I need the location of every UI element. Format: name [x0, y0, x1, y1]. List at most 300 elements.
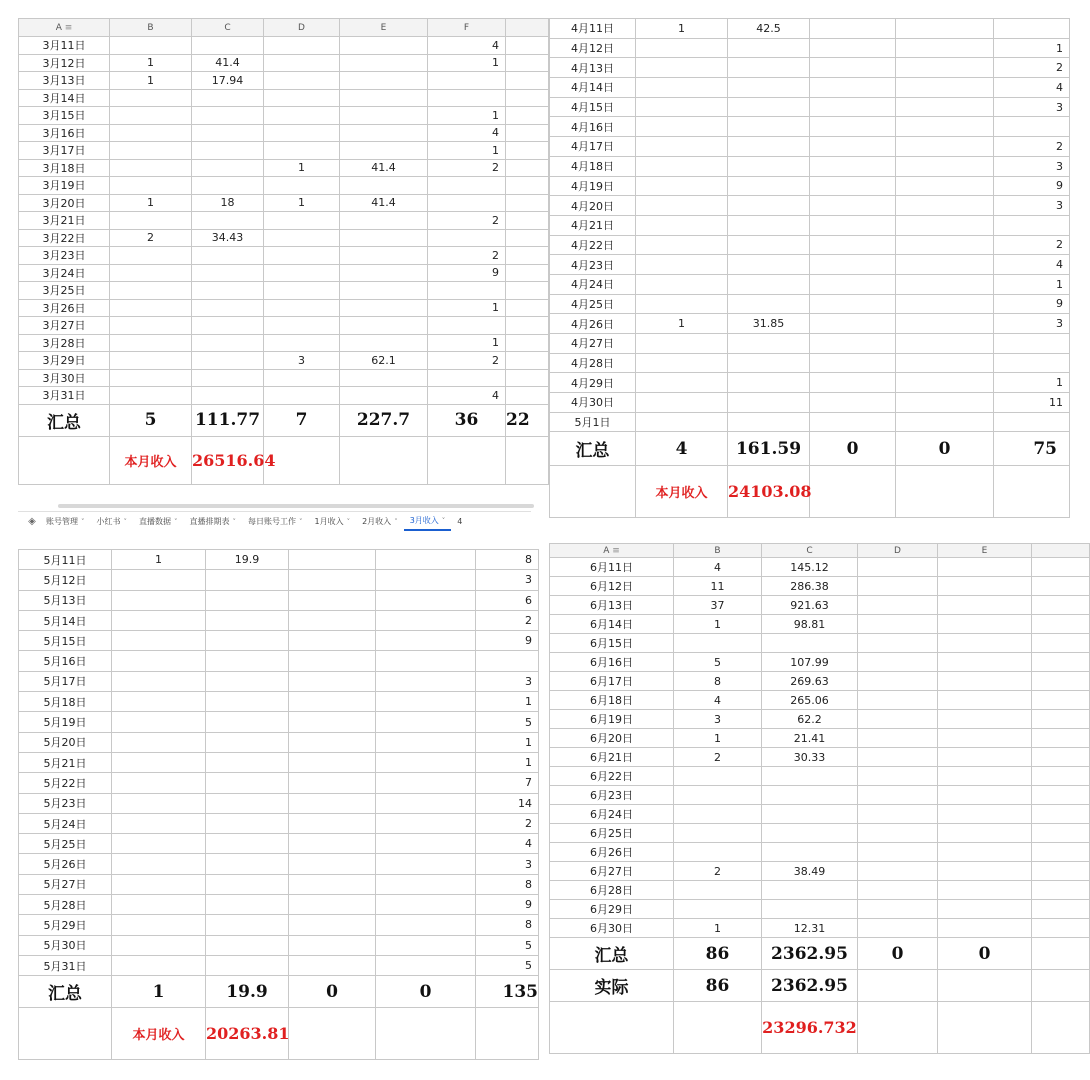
- total-cell[interactable]: 0: [896, 432, 994, 466]
- date-cell[interactable]: 3月21日: [19, 212, 110, 230]
- cell[interactable]: [858, 653, 938, 672]
- sheet-tab[interactable]: [356, 512, 404, 531]
- cell[interactable]: [112, 955, 206, 975]
- date-cell[interactable]: 5月31日: [19, 955, 112, 975]
- cell[interactable]: [112, 732, 206, 752]
- date-cell[interactable]: 6月18日: [550, 691, 674, 710]
- cell[interactable]: [206, 915, 289, 935]
- cell[interactable]: [1032, 900, 1090, 919]
- filter-icon[interactable]: ≡: [64, 22, 73, 33]
- cell[interactable]: 98.81: [762, 615, 858, 634]
- cell[interactable]: [206, 834, 289, 854]
- cell[interactable]: [206, 752, 289, 772]
- cell[interactable]: [858, 615, 938, 634]
- cell[interactable]: [110, 142, 192, 160]
- column-header-a[interactable]: A ≡: [550, 544, 674, 558]
- cell[interactable]: [1032, 767, 1090, 786]
- cell[interactable]: [289, 610, 376, 630]
- cell[interactable]: 9: [428, 264, 506, 282]
- cell[interactable]: [340, 212, 428, 230]
- cell[interactable]: [19, 1008, 112, 1060]
- cell[interactable]: [192, 334, 264, 352]
- cell[interactable]: [112, 895, 206, 915]
- monthly-income-value[interactable]: 26516.64: [192, 436, 264, 484]
- cell[interactable]: [340, 334, 428, 352]
- cell[interactable]: [506, 436, 549, 484]
- date-cell[interactable]: 3月30日: [19, 369, 110, 387]
- cell[interactable]: [289, 1008, 376, 1060]
- date-cell[interactable]: 6月29日: [550, 900, 674, 919]
- date-cell[interactable]: 3月20日: [19, 194, 110, 212]
- cell[interactable]: [636, 97, 728, 117]
- cell[interactable]: [506, 264, 549, 282]
- date-cell[interactable]: 6月17日: [550, 672, 674, 691]
- cell[interactable]: 1: [110, 194, 192, 212]
- cell[interactable]: [636, 58, 728, 78]
- cell[interactable]: 4: [428, 124, 506, 142]
- cell[interactable]: [506, 194, 549, 212]
- cell[interactable]: [896, 117, 994, 137]
- cell[interactable]: 269.63: [762, 672, 858, 691]
- cell[interactable]: [762, 824, 858, 843]
- cell[interactable]: [858, 691, 938, 710]
- cell[interactable]: [810, 353, 896, 373]
- cell[interactable]: [636, 78, 728, 98]
- cell[interactable]: [1032, 805, 1090, 824]
- cell[interactable]: [428, 177, 506, 195]
- cell[interactable]: [938, 615, 1032, 634]
- cell[interactable]: [636, 255, 728, 275]
- date-cell[interactable]: 3月18日: [19, 159, 110, 177]
- cell[interactable]: [289, 793, 376, 813]
- cell[interactable]: [340, 177, 428, 195]
- date-cell[interactable]: 5月25日: [19, 834, 112, 854]
- cell[interactable]: [896, 412, 994, 432]
- cell[interactable]: [112, 813, 206, 833]
- date-cell[interactable]: 6月21日: [550, 748, 674, 767]
- cell[interactable]: [506, 299, 549, 317]
- cell[interactable]: [264, 124, 340, 142]
- cell[interactable]: [896, 176, 994, 196]
- cell[interactable]: [858, 824, 938, 843]
- cell[interactable]: [506, 54, 549, 72]
- cell[interactable]: [728, 412, 810, 432]
- cell[interactable]: 1: [428, 299, 506, 317]
- cell[interactable]: [340, 37, 428, 55]
- cell[interactable]: 4: [674, 558, 762, 577]
- date-cell[interactable]: 5月20日: [19, 732, 112, 752]
- actual-label[interactable]: 实际: [550, 970, 674, 1002]
- total-cell[interactable]: 5: [110, 404, 192, 436]
- cell[interactable]: [192, 37, 264, 55]
- cell[interactable]: [896, 466, 994, 518]
- cell[interactable]: [858, 558, 938, 577]
- cell[interactable]: [858, 672, 938, 691]
- cell[interactable]: 2: [674, 862, 762, 881]
- cell[interactable]: [896, 255, 994, 275]
- cell[interactable]: [206, 692, 289, 712]
- cell[interactable]: [206, 712, 289, 732]
- cell[interactable]: [264, 229, 340, 247]
- cell[interactable]: [112, 773, 206, 793]
- cell[interactable]: [376, 732, 476, 752]
- cell[interactable]: [264, 334, 340, 352]
- cell[interactable]: [896, 215, 994, 235]
- cell[interactable]: [192, 142, 264, 160]
- cell[interactable]: 8: [476, 874, 539, 894]
- date-cell[interactable]: 5月22日: [19, 773, 112, 793]
- cell[interactable]: [810, 78, 896, 98]
- cell[interactable]: [110, 177, 192, 195]
- cell[interactable]: [289, 570, 376, 590]
- cell[interactable]: [1032, 615, 1090, 634]
- cell[interactable]: 3: [994, 97, 1070, 117]
- cell[interactable]: [206, 874, 289, 894]
- cell[interactable]: [376, 590, 476, 610]
- total-label[interactable]: 汇总: [19, 404, 110, 436]
- cell[interactable]: [858, 862, 938, 881]
- cell[interactable]: [636, 235, 728, 255]
- cell[interactable]: [896, 19, 994, 39]
- cell[interactable]: [340, 229, 428, 247]
- cell[interactable]: 2: [476, 610, 539, 630]
- sheet-tab[interactable]: [40, 512, 91, 531]
- cell[interactable]: [264, 142, 340, 160]
- filter-icon[interactable]: ≡: [612, 545, 620, 556]
- cell[interactable]: [728, 235, 810, 255]
- chevron-down-icon[interactable]: ˅: [81, 517, 85, 526]
- cell[interactable]: [636, 334, 728, 354]
- cell[interactable]: [289, 813, 376, 833]
- cell[interactable]: [110, 299, 192, 317]
- cell[interactable]: [938, 729, 1032, 748]
- horizontal-scrollbar[interactable]: [58, 504, 534, 508]
- column-header-f[interactable]: F: [428, 19, 506, 37]
- date-cell[interactable]: 3月11日: [19, 37, 110, 55]
- cell[interactable]: [110, 124, 192, 142]
- cell[interactable]: [506, 212, 549, 230]
- cell[interactable]: 1: [636, 314, 728, 334]
- cell[interactable]: 1: [264, 159, 340, 177]
- cell[interactable]: [340, 299, 428, 317]
- sheet-tab[interactable]: [184, 512, 243, 531]
- total-label[interactable]: 汇总: [19, 976, 112, 1008]
- date-cell[interactable]: 4月12日: [550, 38, 636, 58]
- cell[interactable]: [1032, 558, 1090, 577]
- cell[interactable]: 3: [476, 570, 539, 590]
- date-cell[interactable]: 3月22日: [19, 229, 110, 247]
- cell[interactable]: [896, 196, 994, 216]
- cell[interactable]: [636, 117, 728, 137]
- cell[interactable]: [858, 634, 938, 653]
- cell[interactable]: [110, 282, 192, 300]
- monthly-income-label[interactable]: 本月收入: [112, 1008, 206, 1060]
- cell[interactable]: [896, 97, 994, 117]
- cell[interactable]: [1032, 970, 1090, 1002]
- cell[interactable]: [1032, 843, 1090, 862]
- cell[interactable]: [896, 373, 994, 393]
- date-cell[interactable]: 4月25日: [550, 294, 636, 314]
- cell[interactable]: [110, 352, 192, 370]
- chevron-down-icon[interactable]: ˅: [346, 517, 351, 526]
- cell[interactable]: [340, 369, 428, 387]
- actual-cell[interactable]: 2362.95: [762, 970, 858, 1002]
- cell[interactable]: [728, 137, 810, 157]
- date-cell[interactable]: 4月14日: [550, 78, 636, 98]
- cell[interactable]: [264, 89, 340, 107]
- cell[interactable]: 6: [476, 590, 539, 610]
- cell[interactable]: 62.1: [340, 352, 428, 370]
- date-cell[interactable]: 3月15日: [19, 107, 110, 125]
- cell[interactable]: [110, 89, 192, 107]
- cell[interactable]: [340, 107, 428, 125]
- cell[interactable]: 1: [674, 729, 762, 748]
- cell[interactable]: [110, 107, 192, 125]
- cell[interactable]: [112, 752, 206, 772]
- cell[interactable]: [192, 282, 264, 300]
- cell[interactable]: [636, 38, 728, 58]
- cell[interactable]: [810, 117, 896, 137]
- cell[interactable]: [762, 900, 858, 919]
- cell[interactable]: [858, 729, 938, 748]
- cell[interactable]: [896, 38, 994, 58]
- cell[interactable]: [1032, 824, 1090, 843]
- cell[interactable]: [1032, 919, 1090, 938]
- cell[interactable]: [762, 634, 858, 653]
- cell[interactable]: 1: [994, 274, 1070, 294]
- cell[interactable]: [206, 631, 289, 651]
- cell[interactable]: [1032, 672, 1090, 691]
- cell[interactable]: [938, 900, 1032, 919]
- date-cell[interactable]: 4月19日: [550, 176, 636, 196]
- cell[interactable]: [506, 159, 549, 177]
- date-cell[interactable]: 4月11日: [550, 19, 636, 39]
- cell[interactable]: [340, 54, 428, 72]
- total-label[interactable]: 汇总: [550, 938, 674, 970]
- cell[interactable]: [376, 570, 476, 590]
- date-cell[interactable]: 6月15日: [550, 634, 674, 653]
- cell[interactable]: 9: [476, 631, 539, 651]
- cell[interactable]: 3: [264, 352, 340, 370]
- cell[interactable]: [506, 107, 549, 125]
- cell[interactable]: [264, 247, 340, 265]
- cell[interactable]: [896, 353, 994, 373]
- cell[interactable]: [550, 466, 636, 518]
- cell[interactable]: [112, 570, 206, 590]
- date-cell[interactable]: 4月27日: [550, 334, 636, 354]
- cell[interactable]: [376, 712, 476, 732]
- date-cell[interactable]: 5月15日: [19, 631, 112, 651]
- cell[interactable]: [938, 805, 1032, 824]
- total-cell[interactable]: 86: [674, 938, 762, 970]
- cell[interactable]: [506, 247, 549, 265]
- cell[interactable]: [506, 334, 549, 352]
- cell[interactable]: [264, 37, 340, 55]
- cell[interactable]: [506, 124, 549, 142]
- cell[interactable]: [728, 353, 810, 373]
- cell[interactable]: [938, 653, 1032, 672]
- cell[interactable]: [206, 813, 289, 833]
- cell[interactable]: [1032, 691, 1090, 710]
- date-cell[interactable]: 4月23日: [550, 255, 636, 275]
- cell[interactable]: [340, 317, 428, 335]
- cell[interactable]: [112, 631, 206, 651]
- cell[interactable]: [112, 692, 206, 712]
- date-cell[interactable]: 6月13日: [550, 596, 674, 615]
- cell[interactable]: [112, 793, 206, 813]
- cell[interactable]: 3: [476, 854, 539, 874]
- total-cell[interactable]: 0: [810, 432, 896, 466]
- date-cell[interactable]: 5月26日: [19, 854, 112, 874]
- cell[interactable]: [674, 767, 762, 786]
- total-label[interactable]: 汇总: [550, 432, 636, 466]
- cell[interactable]: [938, 970, 1032, 1002]
- cell[interactable]: [728, 38, 810, 58]
- cell[interactable]: [289, 590, 376, 610]
- cell[interactable]: [376, 752, 476, 772]
- cell[interactable]: [1032, 938, 1090, 970]
- cell[interactable]: [938, 862, 1032, 881]
- column-header-c[interactable]: C: [762, 544, 858, 558]
- cell[interactable]: [896, 78, 994, 98]
- cell[interactable]: 2: [994, 137, 1070, 157]
- cell[interactable]: 4: [994, 78, 1070, 98]
- total-cell[interactable]: 0: [289, 976, 376, 1008]
- cell[interactable]: 1: [994, 373, 1070, 393]
- cell[interactable]: 31.85: [728, 314, 810, 334]
- cell[interactable]: 18: [192, 194, 264, 212]
- date-cell[interactable]: 4月28日: [550, 353, 636, 373]
- cell[interactable]: 1: [476, 752, 539, 772]
- cell[interactable]: [206, 854, 289, 874]
- cell[interactable]: [289, 854, 376, 874]
- cell[interactable]: [110, 37, 192, 55]
- cell[interactable]: 107.99: [762, 653, 858, 672]
- column-header-e[interactable]: E: [938, 544, 1032, 558]
- cell[interactable]: 3: [476, 671, 539, 691]
- cell[interactable]: [636, 294, 728, 314]
- cell[interactable]: [112, 874, 206, 894]
- cell[interactable]: 1: [428, 107, 506, 125]
- cell[interactable]: [506, 387, 549, 405]
- cell[interactable]: [192, 264, 264, 282]
- cell[interactable]: [728, 156, 810, 176]
- cell[interactable]: [376, 793, 476, 813]
- cell[interactable]: [192, 299, 264, 317]
- cell[interactable]: [810, 274, 896, 294]
- cell[interactable]: 1: [264, 194, 340, 212]
- cell[interactable]: [110, 334, 192, 352]
- cell[interactable]: [636, 176, 728, 196]
- date-cell[interactable]: 6月16日: [550, 653, 674, 672]
- date-cell[interactable]: 4月13日: [550, 58, 636, 78]
- monthly-income-label[interactable]: 本月收入: [636, 466, 728, 518]
- date-cell[interactable]: 3月23日: [19, 247, 110, 265]
- cell[interactable]: 2: [674, 748, 762, 767]
- date-cell[interactable]: 6月22日: [550, 767, 674, 786]
- cell[interactable]: [674, 1002, 762, 1054]
- cell[interactable]: [112, 651, 206, 671]
- date-cell[interactable]: 5月12日: [19, 570, 112, 590]
- cell[interactable]: 265.06: [762, 691, 858, 710]
- cell[interactable]: [938, 577, 1032, 596]
- sheet-tab[interactable]: [451, 512, 468, 531]
- date-cell[interactable]: 6月12日: [550, 577, 674, 596]
- cell[interactable]: [428, 436, 506, 484]
- cell[interactable]: [376, 631, 476, 651]
- cell[interactable]: [506, 317, 549, 335]
- date-cell[interactable]: 5月16日: [19, 651, 112, 671]
- date-cell[interactable]: 3月29日: [19, 352, 110, 370]
- cell[interactable]: 62.2: [762, 710, 858, 729]
- cell[interactable]: [858, 919, 938, 938]
- chevron-down-icon[interactable]: ˅: [123, 517, 127, 526]
- date-cell[interactable]: 6月26日: [550, 843, 674, 862]
- cell[interactable]: [858, 596, 938, 615]
- cell[interactable]: 5: [674, 653, 762, 672]
- cell[interactable]: [728, 58, 810, 78]
- cell[interactable]: 21.41: [762, 729, 858, 748]
- cell[interactable]: 17.94: [192, 72, 264, 90]
- cell[interactable]: [206, 590, 289, 610]
- cell[interactable]: [206, 895, 289, 915]
- cell[interactable]: [289, 935, 376, 955]
- cell[interactable]: [896, 294, 994, 314]
- cell[interactable]: 1: [476, 692, 539, 712]
- cell[interactable]: [938, 634, 1032, 653]
- date-cell[interactable]: 6月24日: [550, 805, 674, 824]
- cell[interactable]: [994, 334, 1070, 354]
- cell[interactable]: 145.12: [762, 558, 858, 577]
- cell[interactable]: [938, 596, 1032, 615]
- cell[interactable]: 3: [994, 314, 1070, 334]
- cell[interactable]: [110, 212, 192, 230]
- cell[interactable]: [192, 107, 264, 125]
- date-cell[interactable]: 3月31日: [19, 387, 110, 405]
- cell[interactable]: [376, 854, 476, 874]
- cell[interactable]: [810, 176, 896, 196]
- cell[interactable]: [476, 1008, 539, 1060]
- cell[interactable]: [728, 274, 810, 294]
- cell[interactable]: [896, 235, 994, 255]
- total-cell[interactable]: 4: [636, 432, 728, 466]
- cell[interactable]: [192, 352, 264, 370]
- cell[interactable]: [264, 299, 340, 317]
- cell[interactable]: 12.31: [762, 919, 858, 938]
- cell[interactable]: [110, 247, 192, 265]
- cell[interactable]: [938, 1002, 1032, 1054]
- cell[interactable]: [938, 691, 1032, 710]
- cell[interactable]: 7: [476, 773, 539, 793]
- cell[interactable]: [994, 353, 1070, 373]
- chevron-down-icon[interactable]: ˅: [441, 516, 446, 525]
- cell[interactable]: [264, 72, 340, 90]
- cell[interactable]: [206, 610, 289, 630]
- cell[interactable]: [192, 212, 264, 230]
- cell[interactable]: [110, 264, 192, 282]
- date-cell[interactable]: 4月21日: [550, 215, 636, 235]
- cell[interactable]: [810, 255, 896, 275]
- cell[interactable]: [810, 235, 896, 255]
- date-cell[interactable]: 6月23日: [550, 786, 674, 805]
- cell[interactable]: [289, 834, 376, 854]
- cell[interactable]: [938, 710, 1032, 729]
- cell[interactable]: [19, 436, 110, 484]
- cell[interactable]: [728, 373, 810, 393]
- date-cell[interactable]: 4月30日: [550, 393, 636, 413]
- cell[interactable]: [810, 97, 896, 117]
- cell[interactable]: [728, 255, 810, 275]
